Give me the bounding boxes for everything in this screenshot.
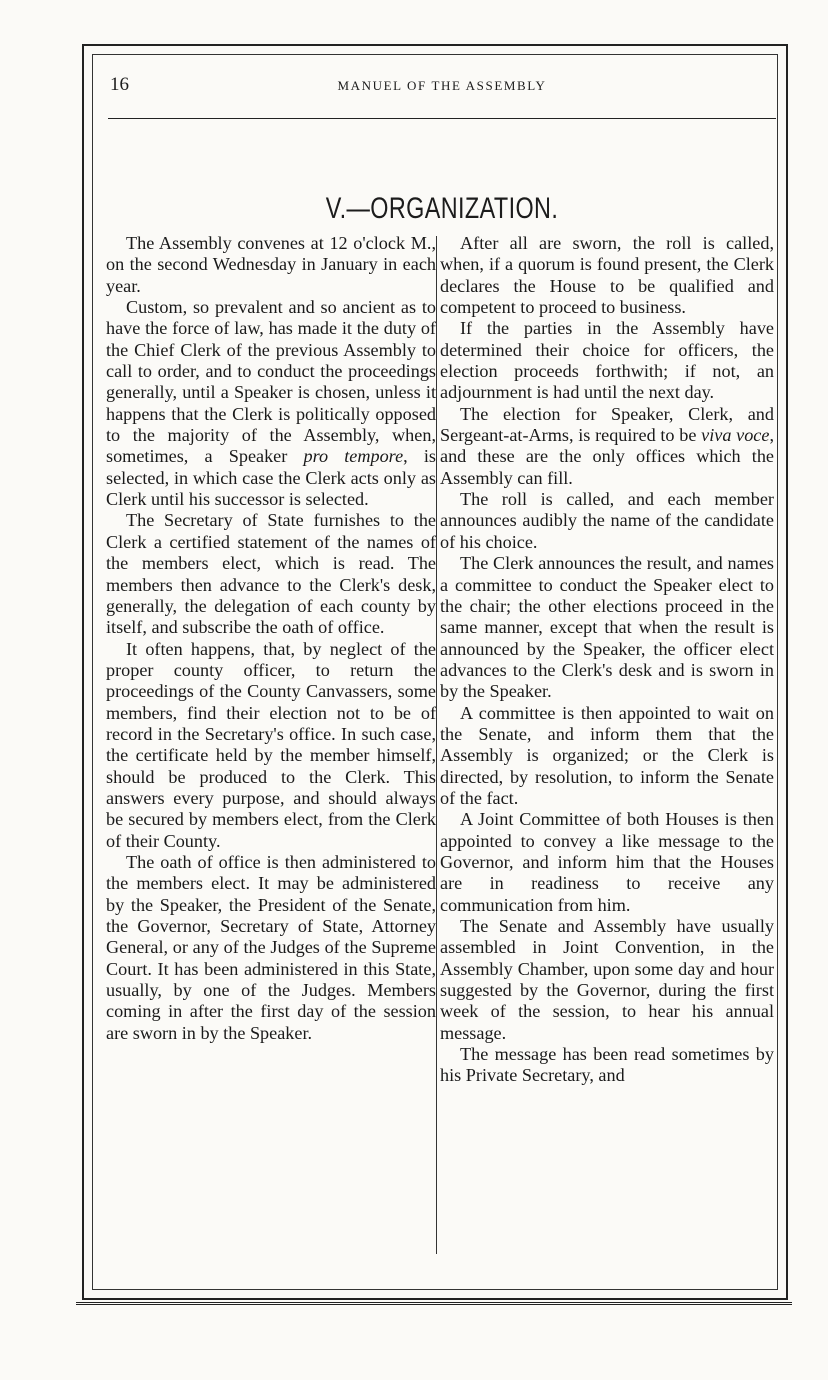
left-column: [106, 233, 436, 1044]
paragraph: The message has been read sometimes by his Private Secretary, and: [440, 1044, 774, 1086]
column-divider: [436, 236, 437, 1254]
paragraph: [440, 404, 774, 489]
paragraph: If the parties in the Assembly have determined their choice for officers, the election proceeds forthwith; if not, an adjournment is had until the next day.: [440, 318, 774, 403]
paragraph: The oath of office is then administered to the members elect. It may be administered by the Speaker, the President of the Senate, the Governor, Secretary of State, Attorney General, or any of the Judges of the Supreme Court. It has been administered in this State, usually, by one of the Judges. Members coming in after the first day of the session are sworn in by the Speaker.: [106, 851, 436, 1043]
paragraph: A committee is then appointed to wait on the Senate, and inform them that the Assembly is organized; or the Clerk is directed, by resolution, to inform the Senate of the fact.: [440, 702, 774, 808]
paragraph: After all are sworn, the roll is called, when, if a quorum is found present, the Clerk declares the House to be qualified and competent to proceed to business.: [440, 233, 774, 318]
running-title: MANUEL OF THE ASSEMBLY: [337, 78, 547, 93]
text-run: Custom, so prevalent and so ancient as to have the force of law, has made it the duty of the Chief Clerk of the previous Assembly to call to order, and to conduct the proceedings generally, until a Speaker is chosen, unless it happens that the Clerk is politically opposed to the majority of the Assembly, when, sometimes, a Speaker: [106, 297, 436, 467]
page-number: 16: [110, 74, 129, 95]
text-run: , and these are the only offices which the Assembly can fill.: [440, 425, 774, 488]
text-run: , is selected, in which case the Clerk acts only as Clerk until his successor is selected.: [106, 446, 436, 510]
header-rule: [108, 118, 776, 119]
paragraph: It often happens, that, by neglect of the proper county officer, to return the proceedings of the County Canvassers, some members, find their election not to be of record in the Secretary's office. In such case, the certificate held by the member himself, should be produced to the Clerk. This answers every purpose, and should always be secured by members elect, from the Clerk of their County.: [106, 638, 436, 851]
italic-text: viva voce: [701, 425, 770, 446]
paragraph: The roll is called, and each member announces audibly the name of the candidate of his choice.: [440, 489, 774, 552]
running-head: [108, 74, 776, 104]
text-run: The election for Speaker, Clerk, and Sergeant-at-Arms, is required to be: [440, 403, 774, 446]
paragraph: [106, 297, 436, 510]
italic-text: pro tempore: [303, 446, 404, 467]
bottom-rule: [76, 1302, 792, 1305]
section-heading: V.—ORGANIZATION.: [325, 192, 559, 226]
paragraph: A Joint Committee of both Houses is then appointed to convey a like message to the Governor, and inform him that the Houses are in readiness to receive any communication from him.: [440, 809, 774, 915]
right-column: [440, 233, 774, 1087]
paragraph: The Assembly convenes at 12 o'clock M., on the second Wednesday in January in each year.: [106, 233, 436, 296]
paragraph: The Clerk announces the result, and names a committee to conduct the Speaker elect to the chair; the other elections proceed in the same manner, except that when the result is announced by the Speaker, the officer elect advances to the Clerk's desk and is sworn in by the Speaker.: [440, 553, 774, 702]
paragraph: The Secretary of State furnishes to the Clerk a certified statement of the names of the members elect, which is read. The members then advance to the Clerk's desk, generally, the delegation of each county by itself, and subscribe the oath of office.: [106, 510, 436, 638]
paragraph: The Senate and Assembly have usually assembled in Joint Convention, in the Assembly Chamber, upon some day and hour suggested by the Governor, during the first week of the session, to hear his annual message.: [440, 916, 774, 1043]
